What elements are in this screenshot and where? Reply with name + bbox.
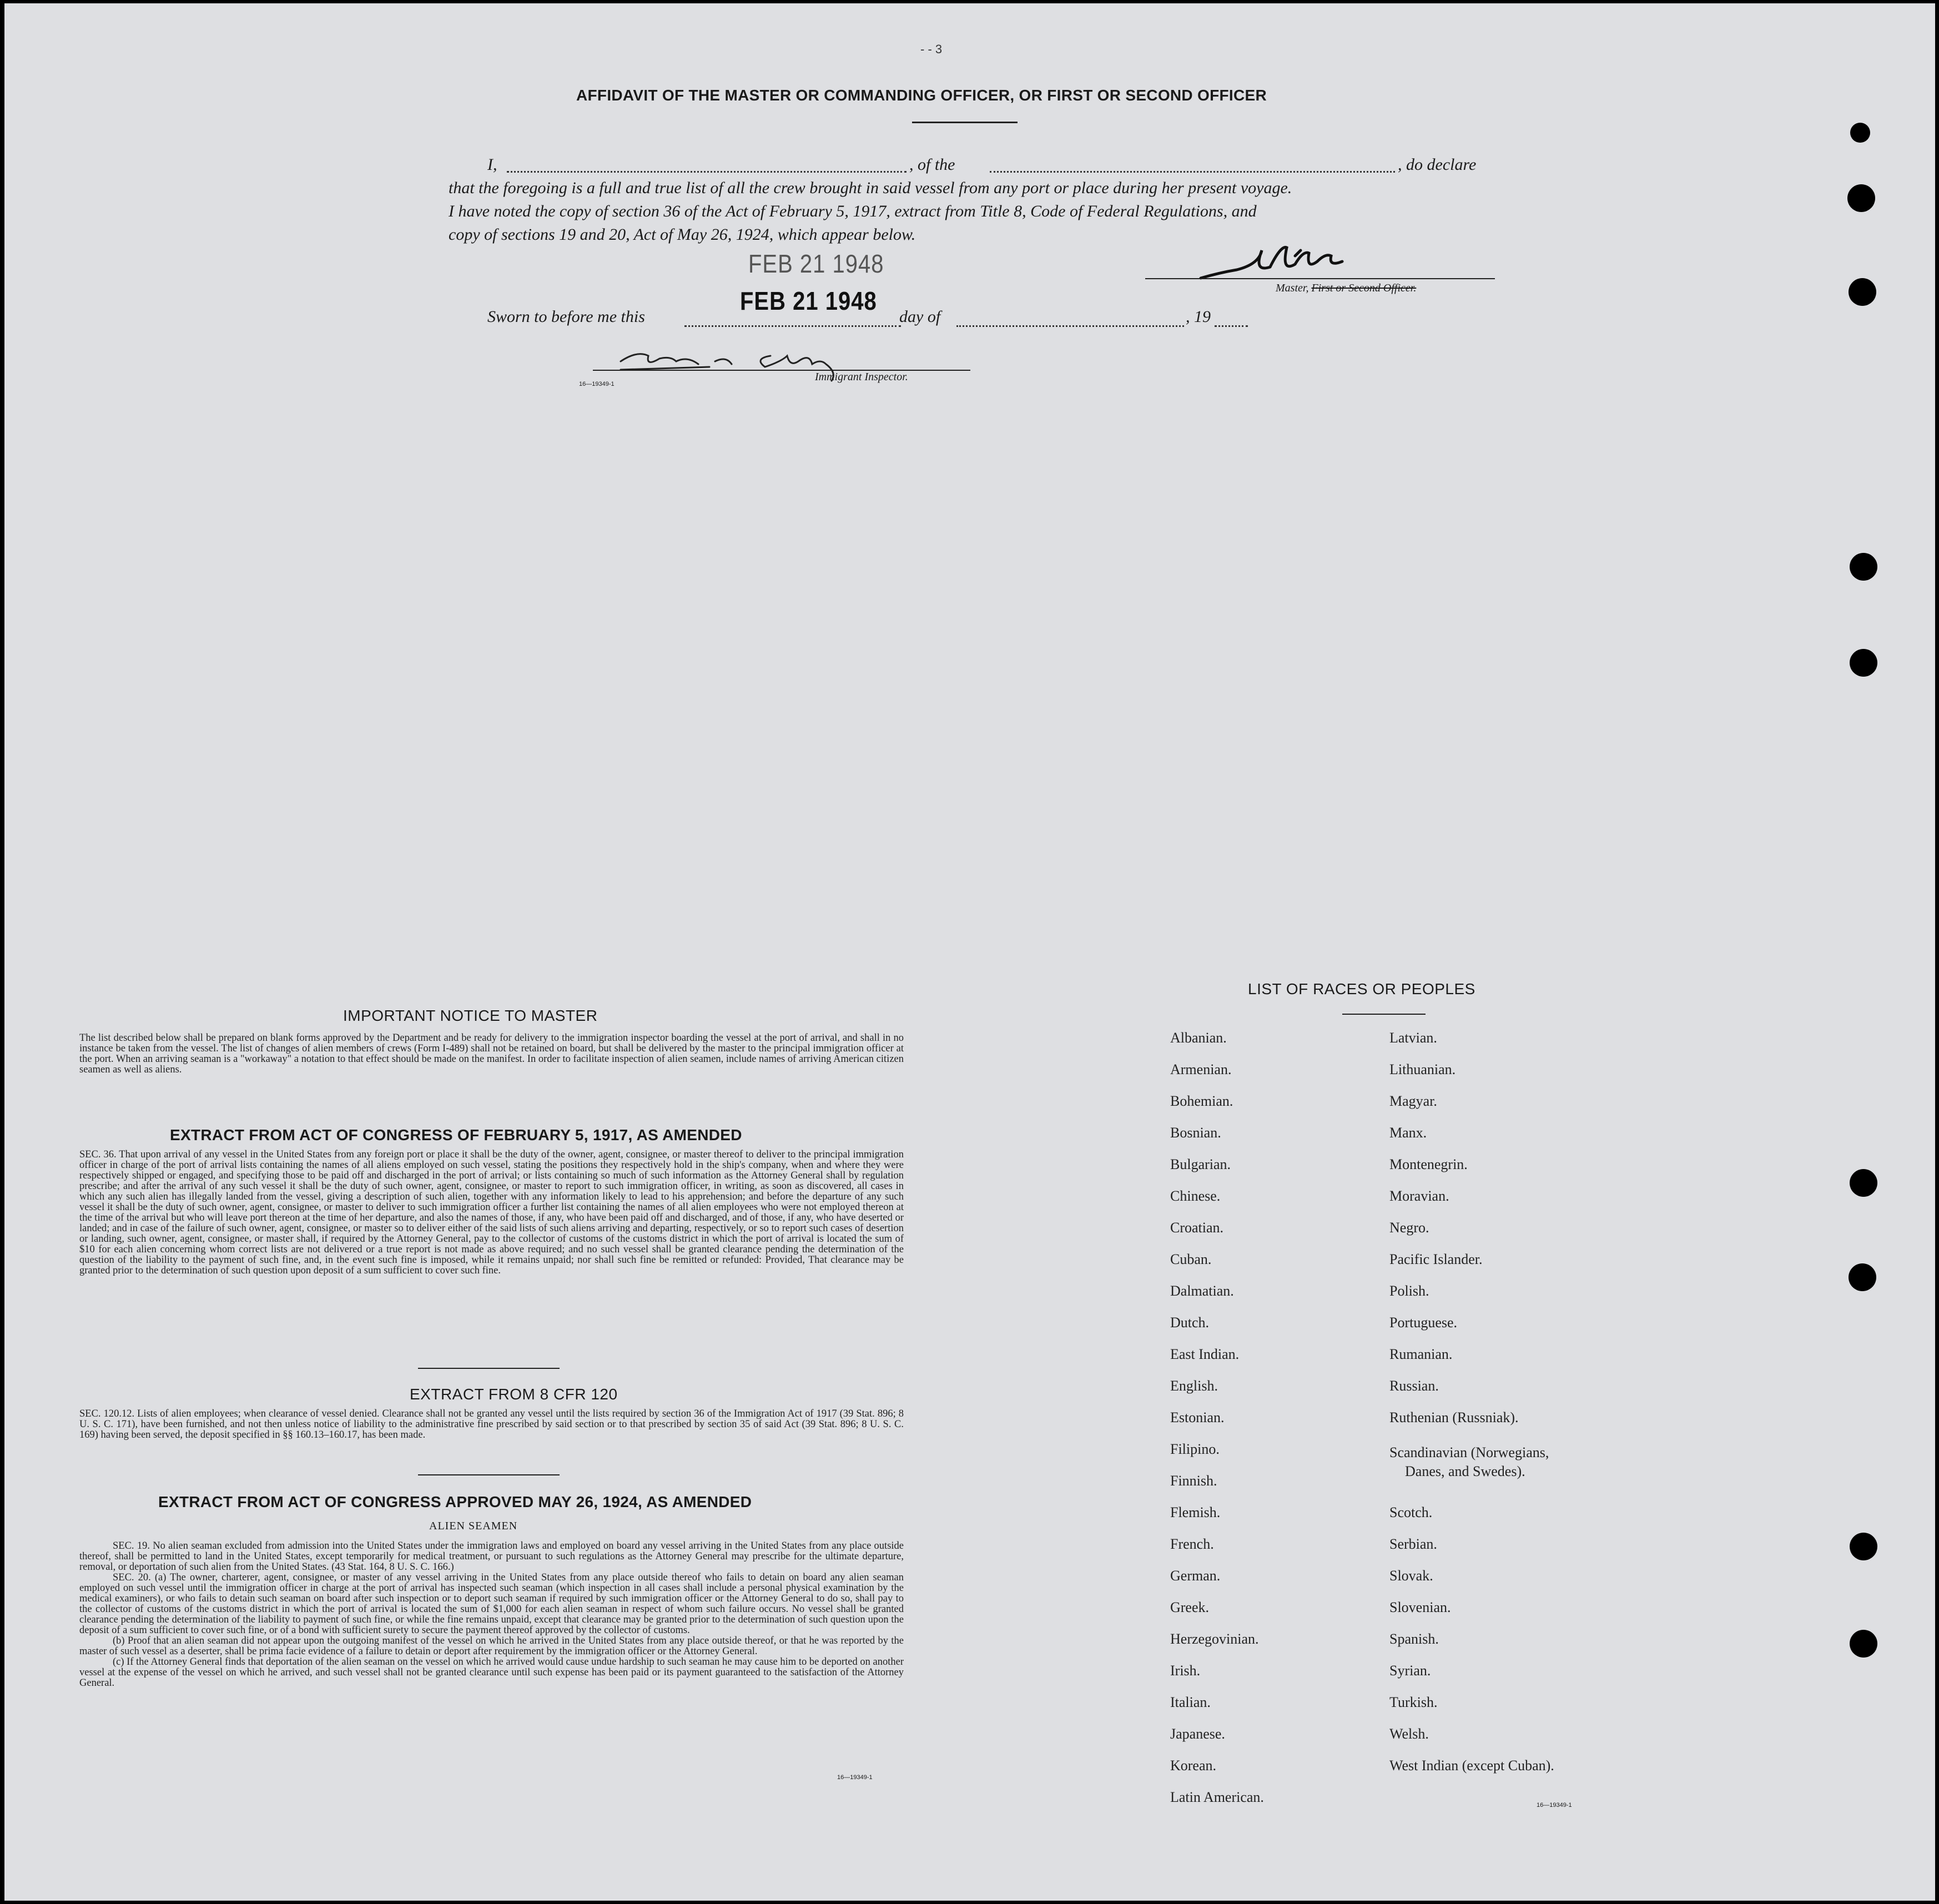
race-item: Bosnian. — [1170, 1125, 1221, 1141]
year-label: , 19 — [1186, 308, 1211, 326]
race-item: Pacific Islander. — [1389, 1251, 1483, 1267]
race-item: Spanish. — [1389, 1631, 1439, 1647]
extract-1917-title: EXTRACT FROM ACT OF CONGRESS OF FEBRUARY 5, 1917, AS AMENDED — [170, 1126, 742, 1144]
inspector-label: Immigrant Inspector. — [815, 371, 908, 383]
race-item: Korean. — [1170, 1757, 1217, 1774]
punch-hole — [1849, 1263, 1876, 1291]
sworn-date-blank — [684, 313, 901, 327]
section-rule — [418, 1368, 560, 1369]
extract-1917-body: SEC. 36. That upon arrival of any vessel in the United States from any foreign port or place it shall be the duty of the owner, agent, consignee, or master thereof to deliver to the principal immigration officer in charge of the port of arrival lists containing the names of all aliens employed on such vessel, stating the positions they respectively hold in the ship's company, when and where they were respectively shipped or engaged, and specifying those to be paid off and discharged in the port of arrival; or lists containing so much of such information as the Attorney General shall by regulation prescribe; and after the arrival of any such vessel it shall be the duty of such owner, agent, consignee, or master to report to such immigration officer, in writing, as soon as discovered, all cases in which any such alien has illegally landed from the vessel, giving a description of such alien, together with any information likely to lead to his apprehension; and before the departure of any such vessel it shall be the duty of such owner, agent, consignee, or master to deliver to such immigration officer a further list containing the names of all alien employees who were not employed thereon at the time of the arrival but who will leave port thereon at the time of her departure, and also the names of those, if any, who have been paid off and discharged, and of those, if any, who have deserted or landed; and in case of the failure of such owner, agent, consignee, or master so to deliver either of the said lists of such aliens arriving and departing, respectively, or so to report such cases of desertion or landing, such owner, agent, consignee, or master shall, if required by the Attorney General, pay to the collector of customs of the customs district in which the port of arrival is located the sum of $10 for each alien concerning whom correct lists are not delivered or a true report is not made as above required; and no such vessel shall be granted clearance pending the determination of the question of the liability to the payment of such fine, and, in the event such fine is imposed, while it remains unpaid; nor shall such fine be remitted or refunded: Provided, That clearance may be granted prior to the determination of such question upon deposit of a sum sufficient to cover such fine. — [79, 1149, 904, 1276]
race-item: Polish. — [1389, 1283, 1429, 1299]
race-item: Filipino. — [1170, 1441, 1220, 1457]
document-page — [4, 3, 1935, 1901]
race-item: Japanese. — [1170, 1726, 1225, 1742]
race-item: German. — [1170, 1568, 1221, 1584]
section-20a-text: SEC. 20. (a) The owner, charterer, agent, consignee, or master of any vessel arriving in the United States from any place outside thereof who fails to detain on board any alien seaman employed on such vessel until the immigration officer in charge at the port of arrival has inspected such seaman (which inspection in all cases shall include a personal physical examination by the medical examiners), or who fails to detain such seaman on board after such inspection or to deport such seaman if required by such immigration officer or the Attorney General to do so, shall pay to the collector of customs of the customs district in which the port of arrival is located the sum of $1,000 for each alien seaman in respect of whom such failure occurs. No vessel shall be granted clearance pending the determination of the liability to payment of such fine, or while the fine remains unpaid, except that clearance may be granted prior to the determination of such question upon the deposit of a sum sufficient to cover such fine, or of a bond with sufficient surety to secure the payment thereof approved by the collector of customs. — [79, 1572, 904, 1636]
race-item: Bulgarian. — [1170, 1156, 1231, 1172]
punch-hole — [1850, 123, 1870, 143]
race-item: Italian. — [1170, 1694, 1211, 1710]
extract-1924-title: EXTRACT FROM ACT OF CONGRESS APPROVED MAY 26, 1924, AS AMENDED — [158, 1493, 752, 1510]
inspector-signature-line — [593, 370, 970, 371]
punch-hole — [1850, 1533, 1877, 1560]
race-item: Lithuanian. — [1389, 1061, 1456, 1077]
race-item: Chinese. — [1170, 1188, 1221, 1204]
section-20b-text: (b) Proof that an alien seaman did not appear upon the outgoing manifest of the vessel on which he arrived in the United States from any place outside thereof, or that he was reported by the master of such vessel as a deserter, shall be prima facie evidence of a failure to detain or deport after requirement by the immigration officer or the Attorney General. — [79, 1635, 904, 1657]
of-the-label: , of the — [909, 155, 955, 174]
race-item: Irish. — [1170, 1663, 1201, 1679]
master-signature-line — [1145, 278, 1495, 279]
race-item: Estonian. — [1170, 1409, 1225, 1426]
affidavit-line-1 — [449, 153, 1492, 177]
race-item: Turkish. — [1389, 1694, 1438, 1710]
affidavit-title: AFFIDAVIT OF THE MASTER OR COMMANDING OFFICER, OR FIRST OR SECOND OFFICER — [576, 87, 1267, 104]
section-rule — [418, 1474, 560, 1475]
races-title-rule — [1342, 1014, 1426, 1015]
struck-officer-label: First or Second Officer. — [1311, 282, 1417, 294]
race-item: Croatian. — [1170, 1220, 1224, 1236]
notice-title: IMPORTANT NOTICE TO MASTER — [343, 1007, 598, 1024]
race-item: Welsh. — [1389, 1726, 1429, 1742]
punch-hole — [1850, 1630, 1877, 1658]
race-item: Moravian. — [1389, 1188, 1449, 1204]
race-item: Ruthenian (Russniak). — [1389, 1409, 1519, 1426]
race-item: Manx. — [1389, 1125, 1427, 1141]
race-item: Latin American. — [1170, 1789, 1264, 1805]
punch-hole — [1849, 278, 1876, 306]
extract-cfr-title: EXTRACT FROM 8 CFR 120 — [410, 1386, 618, 1403]
i-label: I, — [487, 155, 497, 174]
race-item: English. — [1170, 1378, 1218, 1394]
race-item: Montenegrin. — [1389, 1156, 1468, 1172]
punch-hole — [1847, 184, 1875, 212]
race-item: Danes, and Swedes). — [1405, 1463, 1525, 1479]
day-of-label: day of — [899, 308, 941, 326]
master-title — [1276, 282, 1416, 295]
vessel-name-blank — [990, 159, 1395, 173]
race-item: Finnish. — [1170, 1473, 1217, 1489]
section-20c-text: (c) If the Attorney General finds that deportation of the alien seaman on the vessel on which he arrived would cause undue hardship to such seaman he may cause him to be deported on another vessel at the expense of the vessel on which he arrived, and such vessel shall not be granted clearance until such expense has been paid or its payment guaranteed to the satisfaction of the Attorney General. — [79, 1656, 904, 1689]
race-item: Cuban. — [1170, 1251, 1212, 1267]
sworn-month-blank — [956, 313, 1184, 327]
date-stamp-lower: FEB 21 1948 — [740, 287, 877, 316]
affidavit-body — [449, 153, 1492, 246]
punch-hole — [1850, 553, 1877, 581]
race-item: Flemish. — [1170, 1504, 1221, 1520]
affidavit-line-3: I have noted the copy of section 36 of the Act of February 5, 1917, extract from Title 8, Code of Federal Regulations, and — [449, 202, 1257, 220]
race-item: West Indian (except Cuban). — [1389, 1757, 1554, 1774]
race-item: Latvian. — [1389, 1030, 1437, 1046]
race-item: Dutch. — [1170, 1314, 1210, 1331]
notice-body: The list described below shall be prepared on blank forms approved by the Department and be ready for delivery to the immigration inspector boarding the vessel at the port of arrival, and shall in no instance be taken from the vessel. The list of changes of alien members of crews (Form I-489) shall not be retained on board, but shall be delivered by the master to the principal immigration officer at the port. When an arriving seaman is a "workaway" a notation to that effect should be made on the manifest. In order to facilitate inspection of alien seamen, include names of arriving American citizen seamen as well as aliens. — [79, 1032, 904, 1075]
affidavit-form-number: 16—19349-1 — [579, 381, 615, 387]
title-rule — [912, 122, 1018, 123]
race-item: Herzegovinian. — [1170, 1631, 1259, 1647]
top-marks: - - 3 — [920, 42, 943, 56]
extract-form-number: 16—19349-1 — [837, 1774, 873, 1781]
race-item: Slovenian. — [1389, 1599, 1451, 1615]
race-item: East Indian. — [1170, 1346, 1240, 1362]
extract-1924-subtitle: ALIEN SEAMEN — [429, 1520, 518, 1532]
race-item: Dalmatian. — [1170, 1283, 1234, 1299]
races-title: LIST OF RACES OR PEOPLES — [1248, 980, 1475, 998]
race-item: Serbian. — [1389, 1536, 1437, 1552]
race-item: Syrian. — [1389, 1663, 1431, 1679]
date-stamp-upper: FEB 21 1948 — [748, 250, 884, 279]
races-form-number: 16—19349-1 — [1537, 1802, 1572, 1809]
master-label: Master, — [1276, 282, 1312, 294]
sworn-year-blank — [1215, 313, 1248, 327]
officer-name-blank — [507, 159, 906, 173]
affidavit-line-4: copy of sections 19 and 20, Act of May 26, 1924, which appear below. — [449, 225, 916, 244]
extract-cfr-body: SEC. 120.12. Lists of alien employees; when clearance of vessel denied. Clearance shall not be granted any vessel until the lists required by section 36 of the Immigration Act of 1917 (39 Stat. 896; 8 U. S. C. 171), have been furnished, and not then unless notice of liability to the administrative fine prescribed by said section or to that prescribed by section 35 of said Act (39 Stat. 896; 8 U. S. C. 169) having been served, the deposit specified in §§ 160.13–160.17, has been made. — [79, 1408, 904, 1440]
race-item: Bohemian. — [1170, 1093, 1233, 1109]
race-item: Negro. — [1389, 1220, 1429, 1236]
race-item: Albanian. — [1170, 1030, 1227, 1046]
race-item: Portuguese. — [1389, 1314, 1458, 1331]
punch-hole — [1850, 1169, 1877, 1197]
sworn-label: Sworn to before me this — [487, 308, 645, 326]
race-item: Greek. — [1170, 1599, 1210, 1615]
do-declare-label: , do declare — [1398, 155, 1477, 174]
race-item: French. — [1170, 1536, 1214, 1552]
section-19-text: SEC. 19. No alien seaman excluded from admission into the United States under the immigration laws and employed on board any vessel arriving in the United States from any place outside thereof, shall be permitted to land in the United States, except temporarily for medical treatment, or pursuant to such regulations as the Attorney General may prescribe for the ultimate departure, removal, or deportation of such alien from the United States. (43 Stat. 164, 8 U. S. C. 166.) — [79, 1540, 904, 1573]
race-item: Scotch. — [1389, 1504, 1433, 1520]
race-item: Russian. — [1389, 1378, 1439, 1394]
race-item: Armenian. — [1170, 1061, 1232, 1077]
punch-hole — [1850, 649, 1877, 677]
race-item: Slovak. — [1389, 1568, 1433, 1584]
race-item: Magyar. — [1389, 1093, 1437, 1109]
extract-1924-body — [79, 1541, 904, 1689]
affidavit-line-2: that the foregoing is a full and true list of all the crew brought in said vessel from any port or place during her present voyage. — [449, 179, 1292, 197]
race-item: Scandinavian (Norwegians, — [1389, 1444, 1549, 1460]
race-item: Rumanian. — [1389, 1346, 1453, 1362]
